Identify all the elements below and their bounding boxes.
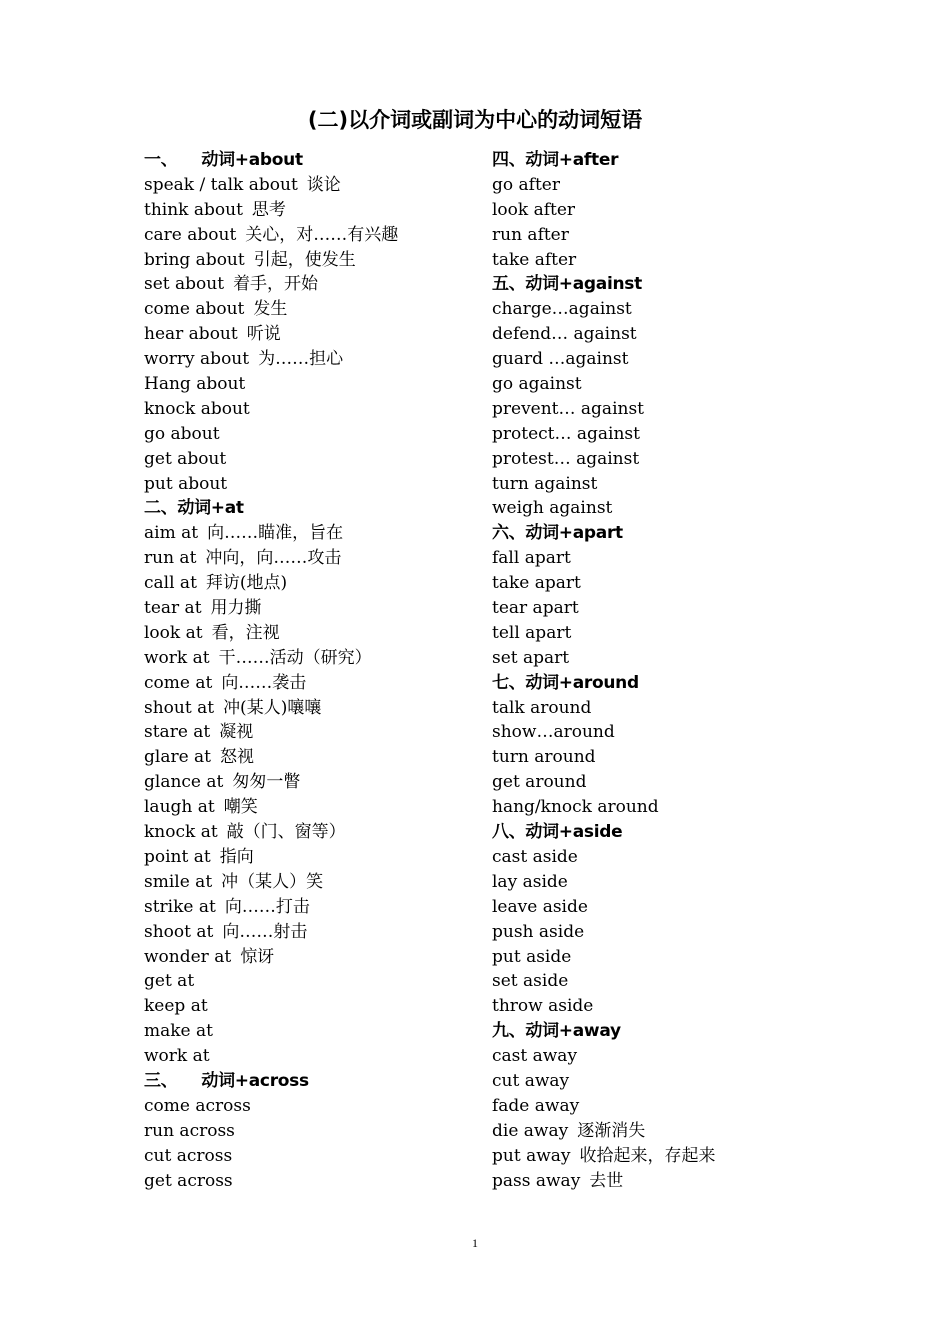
phrase-english: come across (144, 1095, 251, 1116)
phrase-chinese: 凝视 (219, 722, 254, 743)
phrase-entry (492, 720, 852, 745)
phrase-entry (492, 198, 852, 223)
phrase-chinese: 冲(某人)嚷嚷 (223, 697, 322, 718)
phrase-chinese: 逐渐消失 (577, 1120, 646, 1141)
phrase-english: care about (144, 224, 237, 245)
page-number: 1 (472, 1236, 478, 1250)
phrase-english: stare at (144, 722, 211, 743)
phrase-chinese: 向……射击 (222, 921, 308, 942)
phrase-entry (144, 546, 474, 571)
phrase-english: tear apart (492, 598, 579, 619)
phrase-english: speak / talk about (144, 174, 298, 195)
phrase-entry (144, 945, 474, 970)
right-column (492, 148, 852, 1193)
phrase-chinese: 拜访(地点) (205, 573, 288, 594)
phrase-entry (492, 347, 852, 372)
phrase-english: work at (144, 647, 210, 668)
phrase-entry (492, 422, 852, 447)
phrase-entry (144, 820, 474, 845)
phrase-english: leave aside (492, 896, 588, 917)
phrase-entry (492, 447, 852, 472)
phrase-english: laugh at (144, 797, 215, 818)
section-heading-label: 动词+across (201, 1070, 309, 1091)
phrase-entry (492, 870, 852, 895)
section-heading-text: 二、动词+at (144, 498, 244, 519)
phrase-entry (144, 372, 474, 397)
phrase-english: call at (144, 573, 197, 594)
phrase-entry (492, 646, 852, 671)
phrase-entry (144, 173, 474, 198)
phrase-english: run across (144, 1120, 235, 1141)
phrase-entry (144, 994, 474, 1019)
phrase-entry (144, 347, 474, 372)
phrase-entry (492, 1069, 852, 1094)
phrase-chinese: 关心，对……有兴趣 (245, 224, 399, 245)
phrase-chinese: 敲（门、窗等） (226, 822, 346, 843)
phrase-english: protest… against (492, 448, 640, 469)
phrase-english: worry about (144, 349, 250, 370)
section-heading-text: 六、动词+apart (492, 523, 623, 544)
phrase-chinese: 谈论 (306, 174, 341, 195)
section-heading-text: 四、动词+after (492, 150, 619, 170)
phrase-entry (144, 223, 474, 248)
phrase-english: cut across (144, 1145, 233, 1166)
phrase-chinese: 去世 (589, 1170, 624, 1191)
section-heading (144, 1069, 474, 1094)
phrase-entry (492, 1044, 852, 1069)
phrase-english: guard …against (492, 349, 629, 370)
phrase-english: wonder at (144, 946, 232, 967)
phrase-english: come at (144, 672, 213, 693)
phrase-english: turn around (492, 747, 596, 768)
section-heading (492, 148, 852, 173)
phrase-entry (492, 397, 852, 422)
phrase-chinese: 引起，使发生 (253, 249, 356, 270)
phrase-entry (492, 845, 852, 870)
phrase-chinese: 惊讶 (240, 946, 275, 967)
section-heading-label: 动词+about (201, 150, 303, 170)
phrase-entry (144, 745, 474, 770)
phrase-english: shoot at (144, 921, 214, 942)
phrase-english: pass away (492, 1170, 581, 1191)
phrase-entry (144, 696, 474, 721)
section-heading (144, 148, 474, 173)
phrase-english: get across (144, 1170, 233, 1191)
phrase-entry (492, 945, 852, 970)
phrase-entry (144, 422, 474, 447)
phrase-english: get about (144, 448, 227, 469)
phrase-entry (492, 745, 852, 770)
phrase-entry (144, 895, 474, 920)
phrase-entry (144, 596, 474, 621)
phrase-entry (144, 248, 474, 273)
phrase-english: work at (144, 1046, 210, 1067)
section-heading (492, 1019, 852, 1044)
phrase-entry (144, 870, 474, 895)
phrase-entry (492, 969, 852, 994)
section-heading (492, 671, 852, 696)
phrase-entry (144, 671, 474, 696)
phrase-english: glare at (144, 747, 212, 768)
phrase-english: fall apart (492, 548, 571, 569)
phrase-entry (492, 223, 852, 248)
phrase-entry (492, 173, 852, 198)
phrase-english: shout at (144, 697, 215, 718)
phrase-entry (492, 472, 852, 497)
phrase-english: put aside (492, 946, 572, 967)
phrase-entry (492, 496, 852, 521)
section-heading (492, 820, 852, 845)
phrase-entry (492, 1119, 852, 1144)
phrase-english: show…around (492, 722, 615, 743)
phrase-english: lay aside (492, 871, 568, 892)
phrase-chinese: 向……袭击 (221, 672, 307, 693)
phrase-english: defend… against (492, 324, 637, 345)
phrase-english: go against (492, 374, 582, 395)
phrase-english: set about (144, 274, 225, 295)
phrase-english: go about (144, 423, 220, 444)
phrase-english: make at (144, 1021, 213, 1042)
phrase-chinese: 嘲笑 (223, 797, 258, 818)
phrase-entry (144, 322, 474, 347)
phrase-entry (492, 795, 852, 820)
section-heading (144, 496, 474, 521)
phrase-english: hang/knock around (492, 797, 659, 818)
phrase-chinese: 冲（某人）笑 (221, 871, 324, 892)
phrase-entry (492, 696, 852, 721)
phrase-chinese: 干……活动（研究） (218, 647, 372, 668)
phrase-english: push aside (492, 921, 585, 942)
phrase-entry (144, 1044, 474, 1069)
phrase-english: knock about (144, 398, 250, 419)
phrase-entry (144, 1144, 474, 1169)
phrase-entry (492, 994, 852, 1019)
phrase-entry (492, 571, 852, 596)
section-heading (492, 272, 852, 297)
phrase-chinese: 向……瞄准，旨在 (207, 523, 344, 544)
phrase-english: talk around (492, 697, 592, 718)
section-heading-text: 五、动词+against (492, 274, 642, 295)
phrase-english: cut away (492, 1070, 570, 1091)
phrase-entry (144, 845, 474, 870)
phrase-english: protect… against (492, 423, 640, 444)
phrase-english: Hang about (144, 374, 246, 395)
phrase-entry (144, 621, 474, 646)
phrase-english: look at (144, 622, 203, 643)
phrase-english: take after (492, 249, 577, 270)
phrase-entry (492, 770, 852, 795)
phrase-chinese: 听说 (246, 324, 281, 345)
phrase-entry (144, 447, 474, 472)
phrase-entry (492, 1169, 852, 1194)
phrase-chinese: 为……担心 (258, 349, 344, 370)
phrase-chinese: 向……打击 (224, 896, 310, 917)
phrase-english: go after (492, 174, 560, 195)
phrase-english: tell apart (492, 622, 572, 643)
section-heading-text: 九、动词+away (492, 1021, 621, 1042)
phrase-entry (144, 770, 474, 795)
phrase-english: prevent… against (492, 398, 645, 419)
section-heading-text: 七、动词+around (492, 672, 639, 693)
phrase-english: fade away (492, 1095, 580, 1116)
phrase-chinese: 怒视 (220, 747, 255, 768)
phrase-english: think about (144, 199, 243, 220)
phrase-english: keep at (144, 996, 208, 1017)
phrase-chinese: 收拾起来，存起来 (579, 1145, 716, 1166)
phrase-entry (144, 571, 474, 596)
phrase-english: strike at (144, 896, 216, 917)
phrase-english: get at (144, 971, 195, 992)
phrase-entry (144, 1119, 474, 1144)
phrase-english: knock at (144, 822, 218, 843)
phrase-english: die away (492, 1120, 569, 1141)
phrase-chinese: 看，注视 (211, 622, 280, 643)
phrase-entry (144, 297, 474, 322)
phrase-entry (492, 596, 852, 621)
phrase-entry (492, 920, 852, 945)
phrase-entry (144, 198, 474, 223)
phrase-entry (492, 297, 852, 322)
phrase-entry (492, 1094, 852, 1119)
phrase-entry (144, 521, 474, 546)
phrase-entry (144, 646, 474, 671)
section-heading (492, 521, 852, 546)
phrase-english: run at (144, 548, 197, 569)
phrase-entry (492, 1144, 852, 1169)
phrase-english: take apart (492, 573, 581, 594)
phrase-english: aim at (144, 523, 199, 544)
phrase-entry (492, 322, 852, 347)
phrase-chinese: 发生 (253, 299, 288, 320)
phrase-english: come about (144, 299, 245, 320)
phrase-chinese: 用力撕 (210, 598, 262, 619)
left-column (144, 148, 474, 1193)
phrase-english: set apart (492, 647, 570, 668)
phrase-entry (492, 895, 852, 920)
phrase-chinese: 着手，开始 (233, 274, 319, 295)
phrase-entry (492, 546, 852, 571)
phrase-entry (492, 248, 852, 273)
section-heading-text: 一、 (144, 150, 178, 170)
phrase-english: look after (492, 199, 576, 220)
phrase-english: put away (492, 1145, 571, 1166)
phrase-english: weigh against (492, 498, 613, 519)
phrase-entry (144, 1019, 474, 1044)
phrase-english: hear about (144, 324, 238, 345)
phrase-entry (144, 969, 474, 994)
phrase-english: charge…against (492, 299, 632, 320)
phrase-chinese: 匆匆一瞥 (232, 772, 301, 793)
phrase-entry (144, 272, 474, 297)
section-heading-text: 三、 (144, 1070, 178, 1091)
phrase-entry (144, 1094, 474, 1119)
phrase-english: smile at (144, 871, 213, 892)
phrase-chinese: 冲向，向……攻击 (205, 548, 342, 569)
phrase-entry (492, 372, 852, 397)
phrase-english: set aside (492, 971, 569, 992)
phrase-english: tear at (144, 598, 202, 619)
phrase-entry (492, 621, 852, 646)
phrase-english: throw aside (492, 996, 594, 1017)
phrase-entry (144, 795, 474, 820)
page-title: (二)以介词或副词为中心的动词短语 (307, 108, 643, 132)
phrase-entry (144, 472, 474, 497)
phrase-entry (144, 720, 474, 745)
phrase-english: cast away (492, 1046, 578, 1067)
phrase-english: turn against (492, 473, 598, 494)
phrase-english: bring about (144, 249, 245, 270)
phrase-english: run after (492, 224, 569, 245)
phrase-english: cast aside (492, 846, 578, 867)
phrase-english: glance at (144, 772, 224, 793)
phrase-english: put about (144, 473, 228, 494)
phrase-chinese: 思考 (251, 199, 286, 220)
phrase-entry (144, 920, 474, 945)
phrase-english: get around (492, 772, 587, 793)
phrase-entry (144, 397, 474, 422)
phrase-chinese: 指向 (219, 846, 254, 867)
phrase-english: point at (144, 846, 211, 867)
section-heading-text: 八、动词+aside (492, 822, 623, 843)
phrase-entry (144, 1169, 474, 1194)
